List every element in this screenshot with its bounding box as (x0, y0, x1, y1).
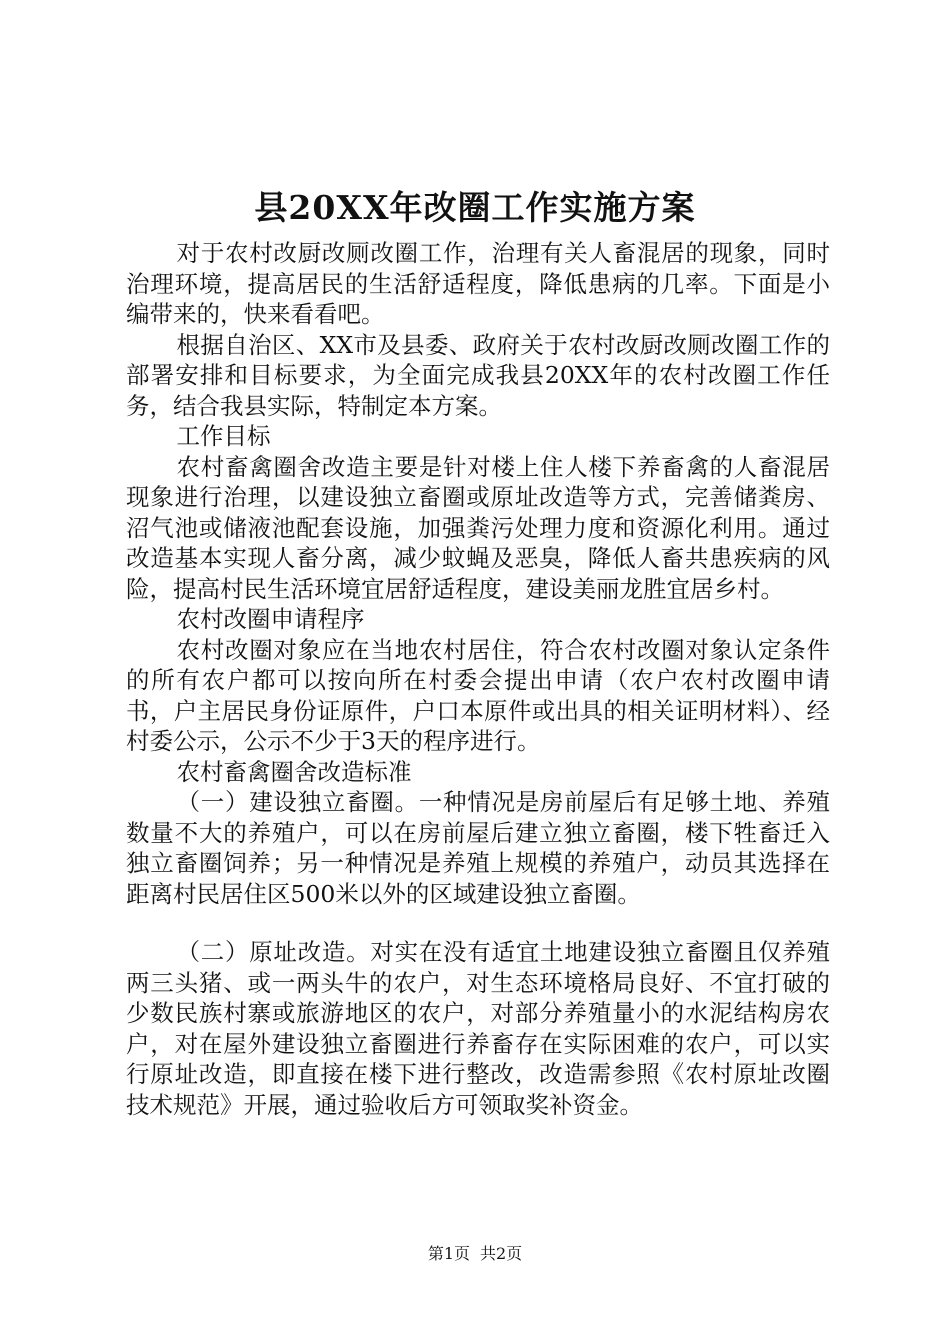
basis-paragraph: 根据自治区、XX市及县委、政府关于农村改厨改厕改圈工作的部署安排和目标要求，为全面完成我县20XX年的农村改圈工作任务，结合我县实际，特制定本方案。 (126, 330, 830, 420)
page-total: 共2页 (480, 1244, 523, 1263)
intro-paragraph: 对于农村改厨改厕改圈工作，治理有关人畜混居的现象，同时治理环境，提高居民的生活舒适程度，降低患病的几率。下面是小编带来的，快来看看吧。 (126, 239, 830, 328)
page-number: 第1页 (427, 1244, 470, 1263)
application-paragraph: 农村改圈对象应在当地农村居住，符合农村改圈对象认定条件的所有农户都可以按向所在村委会提出申请（农户农村改圈申请书，户主居民身份证原件，户口本原件或出具的相关证明材料）、经村委公示，公示不少于3天的程序进行。 (126, 635, 830, 755)
page-footer (0, 1243, 950, 1265)
document-body (126, 238, 830, 1120)
section-heading-application: 农村改圈申请程序 (176, 605, 365, 633)
goals-paragraph: 农村畜禽圈舍改造主要是针对楼上住人楼下养畜禽的人畜混居现象进行治理，以建设独立畜圈或原址改造等方式，完善储粪房、沼气池或储液池配套设施，加强粪污处理力度和资源化利用。通过改造基本实现人畜分离，减少蚊蝇及恶臭，降低人畜共患疾病的风险，提高村民生活环境宜居舒适程度，建设美丽龙胜宜居乡村。 (126, 452, 830, 603)
standard-item-2: （二）原址改造。对实在没有适宜土地建设独立畜圈且仅养殖两三头猪、或一两头牛的农户，对生态环境格局良好、不宜打破的少数民族村寨或旅游地区的农户，对部分养殖量小的水泥结构房农户，对在屋外建设独立畜圈进行养畜存在实际困难的农户，可以实行原址改造，即直接在楼下进行整改，改造需参照《农村原址改圈技术规范》开展，通过验收后方可领取奖补资金。 (126, 938, 830, 1119)
standard-item-1: （一）建设独立畜圈。一种情况是房前屋后有足够土地、养殖数量不大的养殖户，可以在房前屋后建立独立畜圈，楼下牲畜迁入独立畜圈饲养；另一种情况是养殖上规模的养殖户，动员其选择在距离村民居住区500米以外的区域建设独立畜圈。 (126, 788, 830, 908)
document-title: 县20XX年改圈工作实施方案 (254, 188, 696, 227)
section-heading-standards: 农村畜禽圈舍改造标准 (176, 757, 412, 786)
section-heading-goals: 工作目标 (176, 422, 271, 450)
